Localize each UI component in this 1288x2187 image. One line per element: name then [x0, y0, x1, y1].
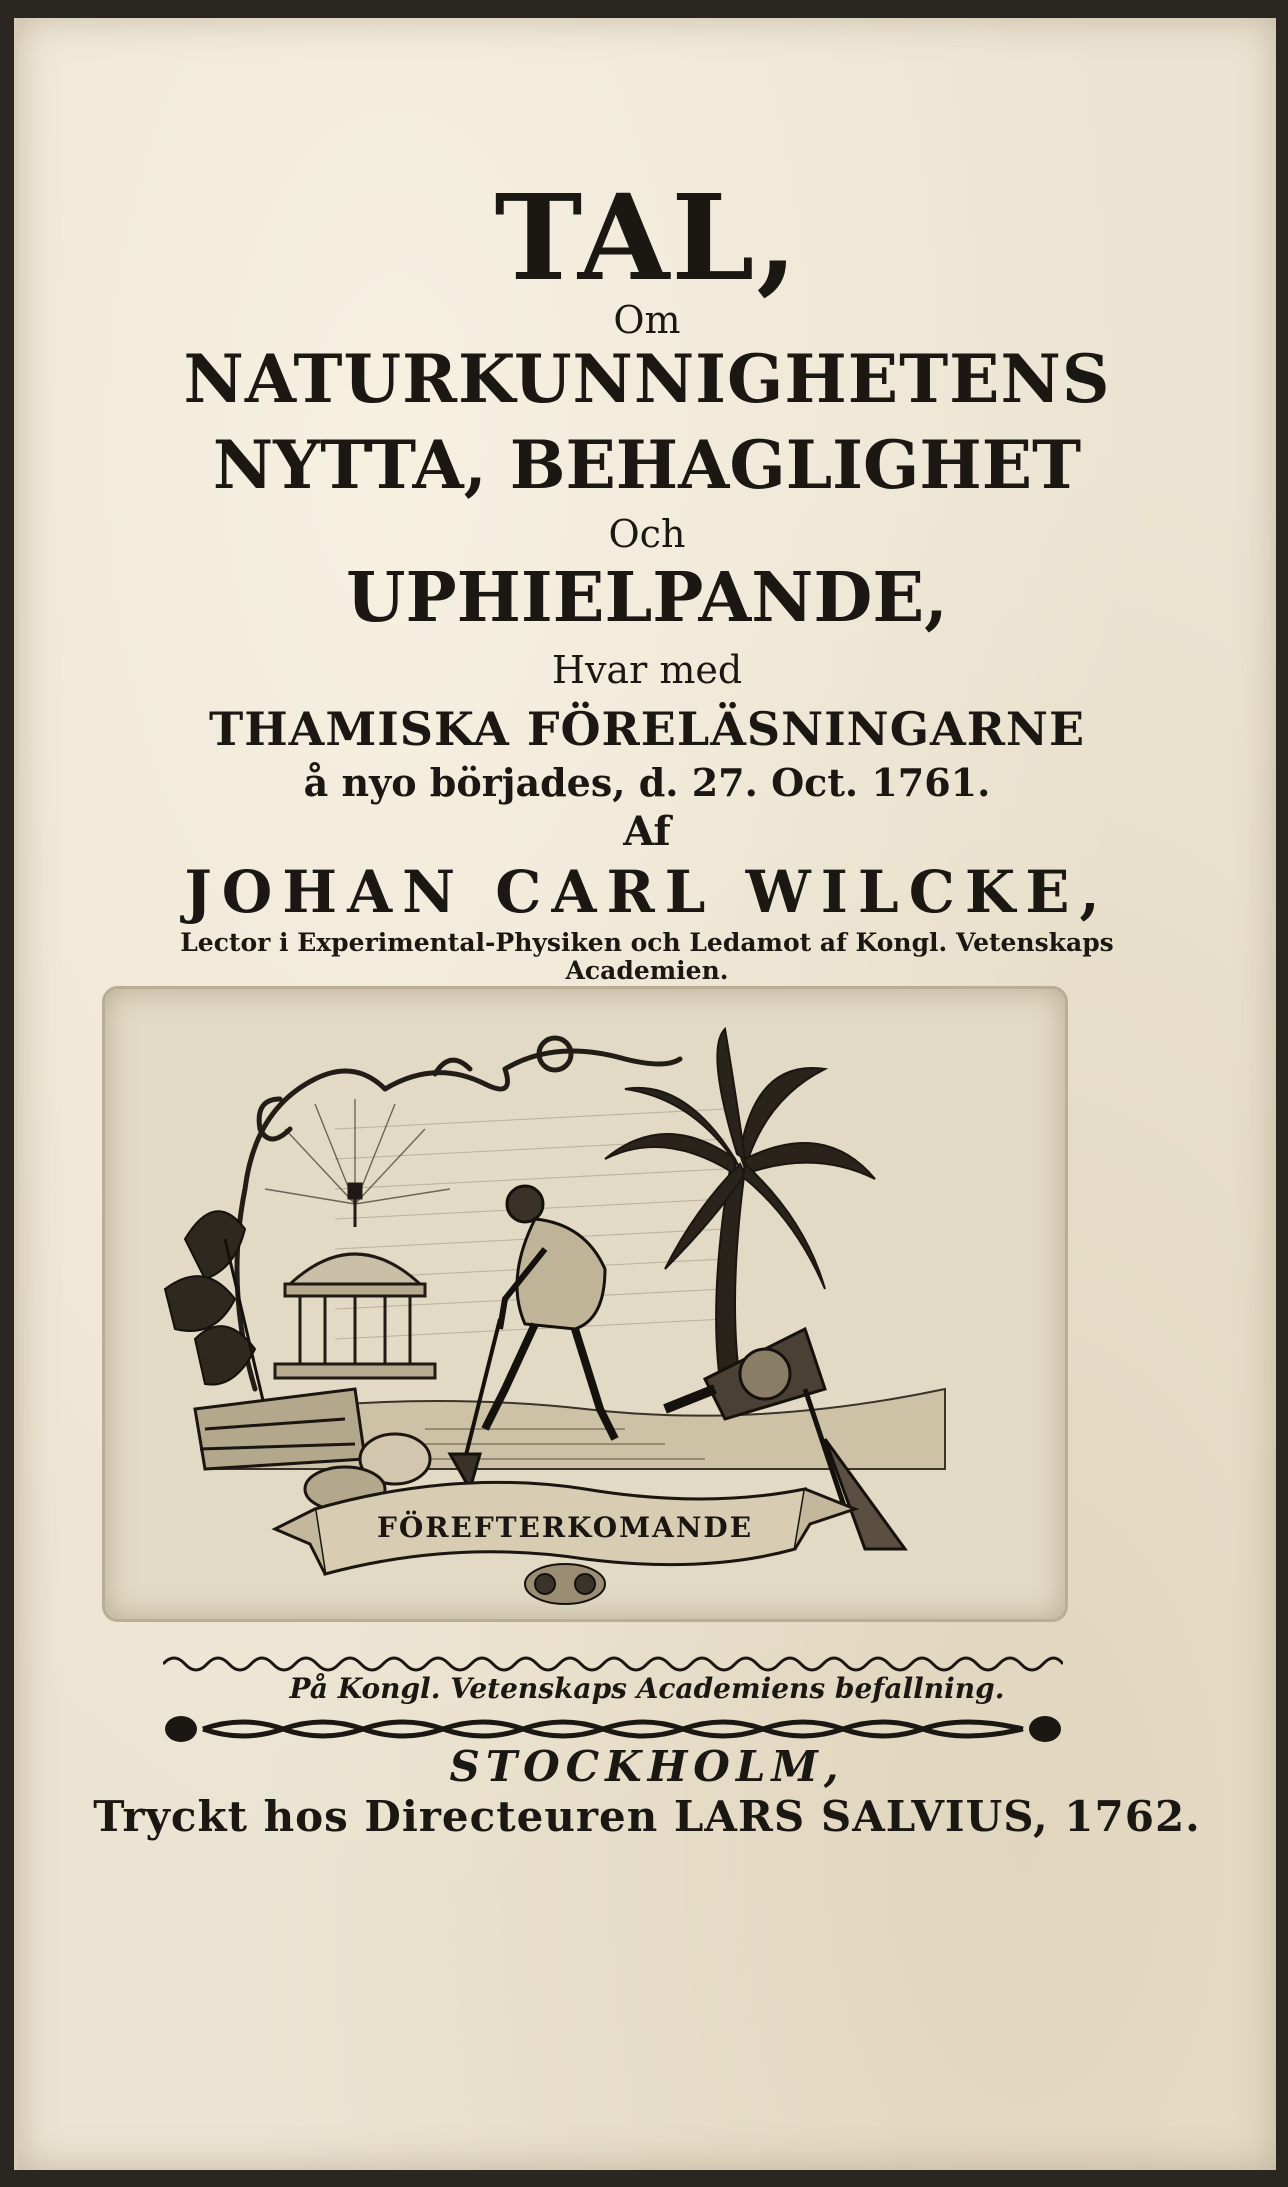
lectures-line: THAMISKA FÖRELÄSNINGARNE	[208, 702, 1086, 756]
subject-line-1: NATURKUNNIGHETENS	[183, 340, 1111, 418]
authority-line: På Kongl. Vetenskaps Academiens befallning.	[289, 1672, 1005, 1705]
imprint-city: STOCKHOLM,	[449, 1742, 845, 1791]
author-role-line-2: Academien.	[565, 956, 729, 985]
date-line: å nyo börjades, d. 27. Oct. 1761.	[303, 760, 991, 805]
vignette-motto: FÖREFTERKOMANDE	[376, 1511, 754, 1544]
author-role-line-1: Lector i Experimental-Physiken och Ledamot af Kongl. Vetenskaps	[180, 928, 1114, 957]
engraved-vignette	[102, 986, 1068, 1622]
title-hvar-med: Hvar med	[551, 648, 743, 692]
author-name: JOHAN CARL WILCKE,	[184, 858, 1110, 926]
title-och: Och	[608, 512, 686, 556]
imprint-printer: Tryckt hos Directeuren LARS SALVIUS, 1762.	[93, 1792, 1201, 1841]
cartouche-frame	[237, 1038, 680, 1389]
subject-line-3: UPHIELPANDE,	[346, 558, 948, 638]
book-title: TAL,	[494, 168, 800, 307]
vignette-engraving	[105, 989, 1065, 1619]
title-page	[14, 18, 1276, 2170]
title-af: Af	[623, 808, 671, 855]
subject-line-2: NYTTA, BEHAGLIGHET	[212, 426, 1082, 504]
ornamental-chain-rule	[163, 1712, 1063, 1746]
temple-drawing	[275, 1184, 435, 1378]
palm-tree	[605, 1029, 875, 1409]
title-om: Om	[613, 298, 681, 342]
